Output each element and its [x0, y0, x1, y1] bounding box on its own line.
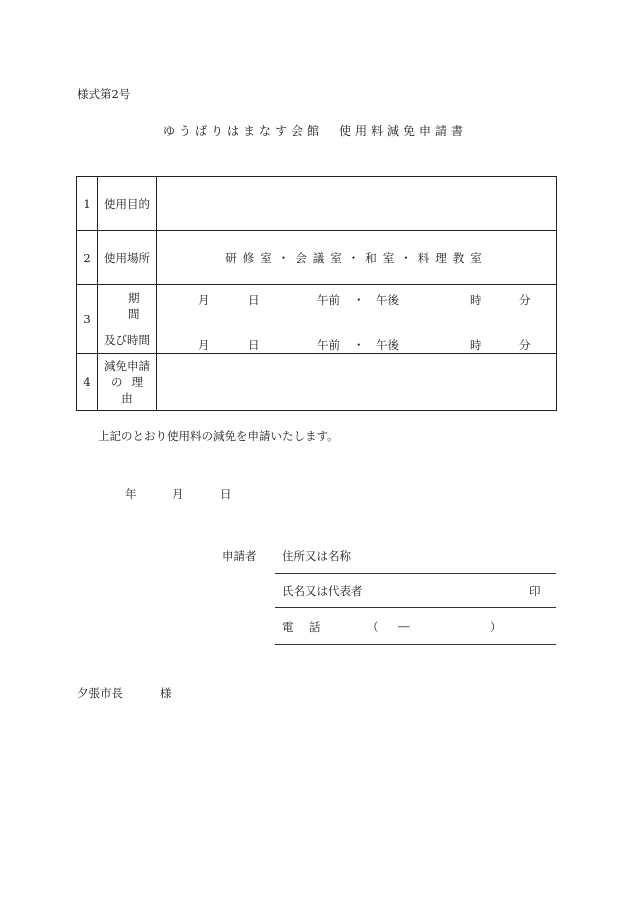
start-minute: 分	[519, 293, 531, 307]
phone-close-paren: ）	[490, 620, 502, 634]
row-number: 3	[77, 285, 98, 354]
address-underline	[275, 573, 556, 574]
period-label-bottom: 及び時間	[104, 333, 150, 347]
period-field[interactable]	[157, 285, 557, 354]
phone-underline	[275, 644, 556, 645]
end-am: 午前	[317, 338, 340, 352]
date-month-label: 月	[172, 487, 184, 501]
end-minute: 分	[519, 338, 531, 352]
addressee-name: 夕張市長	[77, 686, 123, 700]
table-row-period	[77, 285, 557, 354]
end-month: 月	[198, 338, 210, 352]
end-dot: ・	[353, 338, 365, 352]
period-label-top: 期間	[128, 291, 170, 321]
seal-mark: 印	[529, 584, 541, 598]
table-row-purpose	[77, 177, 557, 231]
place-label: 使用場所	[98, 231, 157, 285]
end-day: 日	[248, 338, 260, 352]
date-year-label: 年	[125, 487, 137, 501]
row-number: 4	[77, 354, 98, 411]
phone-label: 電 話	[282, 620, 323, 634]
period-label	[98, 285, 170, 354]
table-row-reason	[77, 354, 557, 411]
start-dot: ・	[353, 293, 365, 307]
address-label: 住所又は名称	[282, 549, 351, 563]
phone-open-paren: （	[367, 620, 379, 634]
end-pm: 午後	[376, 338, 399, 352]
start-pm: 午後	[376, 293, 399, 307]
phone-dash: ―	[398, 619, 410, 633]
purpose-field[interactable]	[157, 177, 557, 231]
reason-label	[98, 354, 157, 411]
form-title: ゆうばりはまなす会館 使用料減免申請書	[162, 124, 467, 138]
form-number: 様式第2号	[77, 87, 131, 101]
row-number: 2	[77, 231, 98, 285]
reason-label-bottom: の理由	[111, 375, 152, 405]
reason-field[interactable]	[157, 354, 557, 411]
start-hour: 時	[470, 293, 482, 307]
purpose-label: 使用目的	[98, 177, 157, 231]
addressee-honorific: 様	[160, 686, 172, 700]
name-label: 氏名又は代表者	[282, 584, 363, 598]
applicant-label: 申請者	[222, 549, 257, 563]
place-options[interactable]: 研修室・会議室・和室・料理教室	[157, 231, 557, 285]
date-day-label: 日	[220, 487, 232, 501]
start-am: 午前	[317, 293, 340, 307]
end-hour: 時	[470, 338, 482, 352]
row-number: 1	[77, 177, 98, 231]
start-month: 月	[198, 293, 210, 307]
application-statement: 上記のとおり使用料の減免を申請いたします。	[98, 429, 339, 443]
name-underline	[275, 607, 556, 608]
reason-label-top: 減免申請	[104, 359, 150, 373]
table-row-place	[77, 231, 557, 285]
application-table	[76, 176, 557, 411]
start-day: 日	[248, 293, 260, 307]
